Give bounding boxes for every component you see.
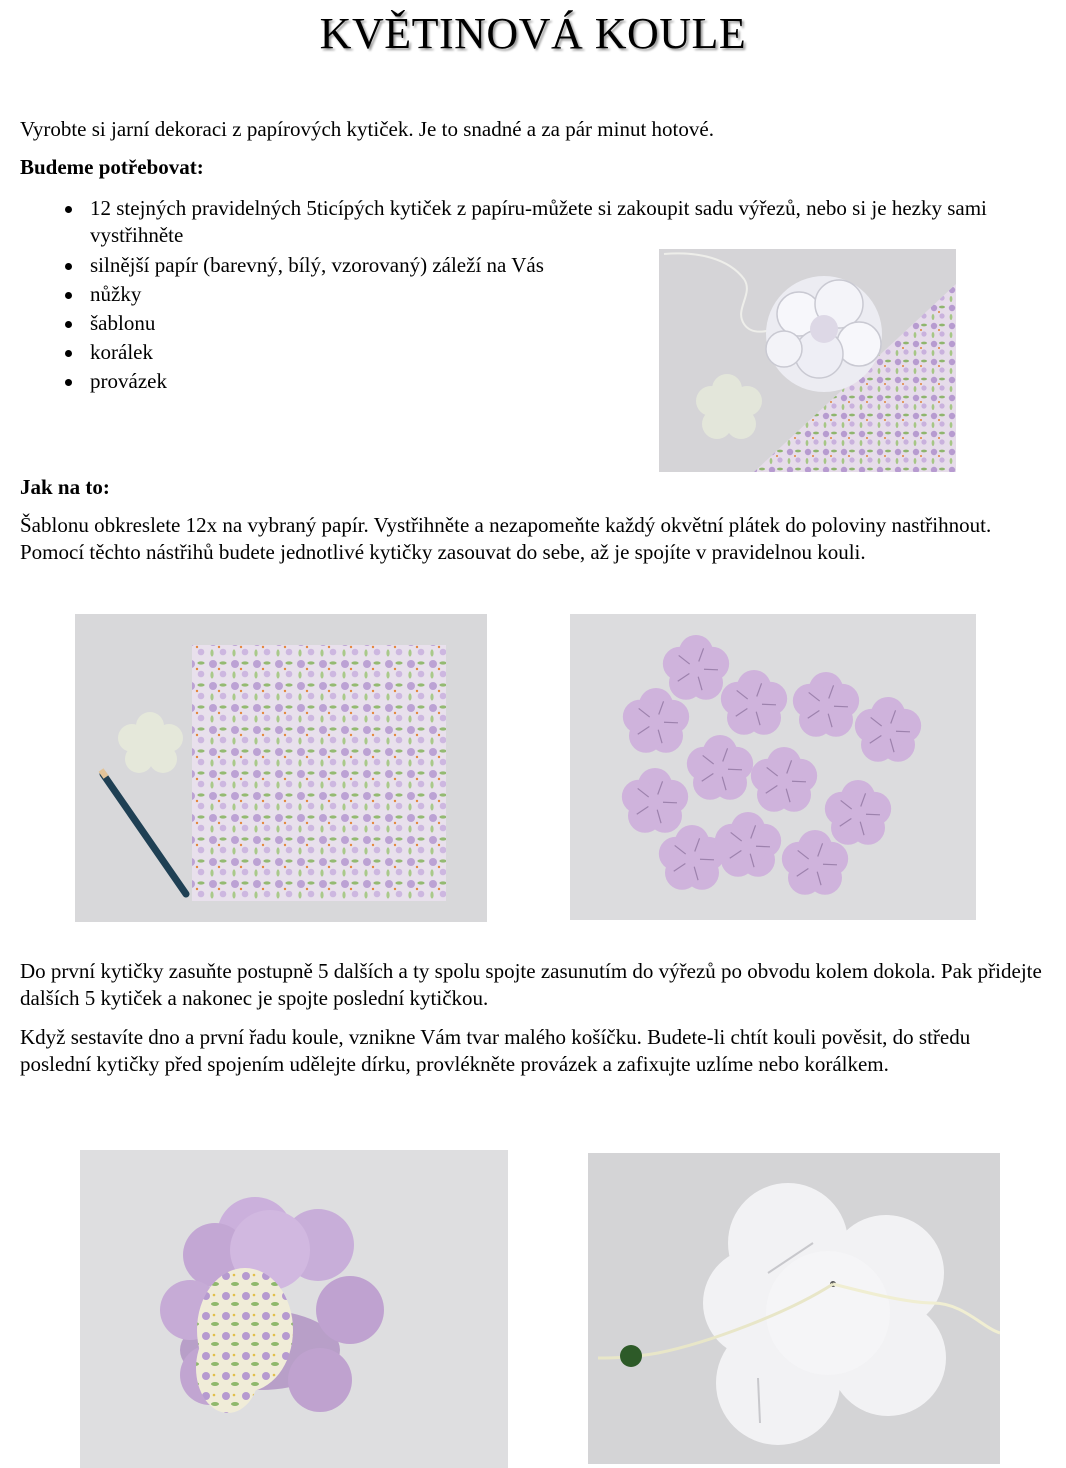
needs-heading: Budeme potřebovat: (20, 155, 204, 179)
finished-ball-photo (659, 249, 956, 472)
list-item: 12 stejných pravidelných 5ticípých kytiček z papíru-můžete si zakoupit sadu výřezů, nebo si je hezky sami vystřihněte (60, 195, 1005, 249)
list-item: provázek (60, 368, 620, 395)
intro-paragraph: Vyrobte si jarní dekoraci z papírových kytiček. Je to snadné a za pár minut hotové. (20, 117, 714, 141)
paper-ball-icon (766, 276, 882, 392)
list-item: silnější papír (barevný, bílý, vzorovaný) záleží na Vás (60, 252, 620, 279)
template-pencil-paper-photo (75, 614, 487, 922)
step1-paragraph: Šablonu obkreslete 12x na vybraný papír. Vystřihněte a nezapomeňte každý okvětní plátek do poloviny nastřihnout. Pomocí těchto nástřihů budete jednotlivé kytičky zasouvat do sebe, až je spojíte v pravidelnou kouli. (20, 513, 992, 564)
string-bead-photo (588, 1153, 1000, 1464)
list-item: nůžky (60, 281, 620, 308)
list-item: korálek (60, 339, 620, 366)
cut-flowers-photo (570, 614, 976, 920)
page-title: KVĚTINOVÁ KOULE (319, 9, 747, 58)
step3-paragraph: Když sestavíte dno a první řadu koule, vznikne Vám tvar malého košíčku. Budete-li chtít kouli pověsit, do středu poslední kytičky před spojením udělejte dírku, provlékněte provázek a zafixujte uzlíme nebo korálkem. (20, 1025, 971, 1076)
basket-photo (80, 1150, 508, 1468)
step2-paragraph: Do první kytičky zasuňte postupně 5 dalších a ty spolu spojte zasunutím do výřezů po obvodu kolem dokola. Pak přidejte dalších 5 kytiček a nakonec je spojte poslední kytičkou. (20, 959, 1042, 1010)
white-flower-icon (703, 1183, 946, 1445)
howto-heading: Jak na to: (20, 475, 110, 499)
list-item: šablonu (60, 310, 620, 337)
bead-icon (620, 1345, 642, 1367)
